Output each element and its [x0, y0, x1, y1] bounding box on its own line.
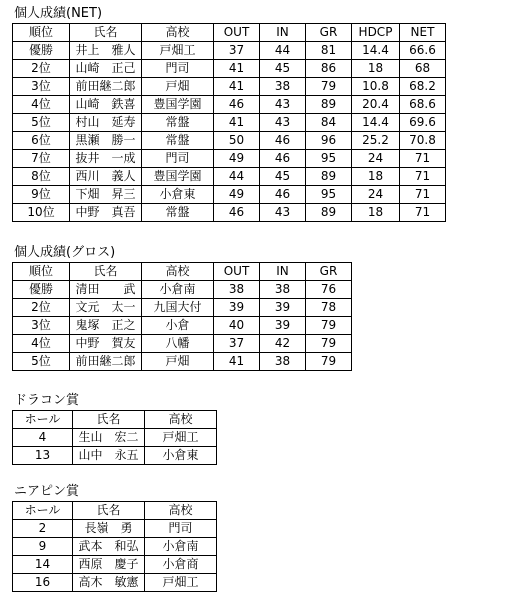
table-row	[13, 150, 446, 168]
column-header: OUT	[214, 24, 260, 42]
table-cell: 14	[13, 556, 73, 574]
table-cell: 豊国学園	[142, 168, 214, 186]
column-header: 高校	[145, 502, 217, 520]
table-cell: 井上 雅人	[70, 42, 142, 60]
table-cell: 78	[306, 299, 352, 317]
table-cell: 小倉	[142, 317, 214, 335]
table-cell: 2位	[13, 299, 70, 317]
table-cell: 89	[306, 96, 352, 114]
table-cell: 戸畑	[142, 353, 214, 371]
table-cell: 46	[214, 204, 260, 222]
nearpin-table	[12, 501, 217, 592]
table-cell: 常盤	[142, 204, 214, 222]
table-cell: 前田継二郎	[70, 78, 142, 96]
column-header: ホール	[13, 502, 73, 520]
table-cell: 5位	[13, 114, 70, 132]
table-cell: 95	[306, 186, 352, 204]
table-cell: 50	[214, 132, 260, 150]
table-cell: 鬼塚 正之	[70, 317, 142, 335]
table-cell: 16	[13, 574, 73, 592]
column-header: 氏名	[70, 263, 142, 281]
table-row	[13, 556, 217, 574]
column-header: 高校	[142, 263, 214, 281]
table-cell: 84	[306, 114, 352, 132]
table-cell: 71	[400, 204, 446, 222]
table-cell: 西原 慶子	[73, 556, 145, 574]
table-header-row	[13, 24, 446, 42]
table-cell: 40	[214, 317, 260, 335]
table-cell: 小倉商	[145, 556, 217, 574]
table-cell: 常盤	[142, 132, 214, 150]
table-row	[13, 520, 217, 538]
table-cell: 49	[214, 186, 260, 204]
table-cell: 44	[214, 168, 260, 186]
gross-section	[12, 245, 352, 371]
table-cell: 小倉南	[142, 281, 214, 299]
column-header: GR	[306, 263, 352, 281]
table-cell: 八幡	[142, 335, 214, 353]
table-cell: 10.8	[352, 78, 400, 96]
table-cell: 38	[260, 78, 306, 96]
table-cell: 46	[260, 150, 306, 168]
table-cell: 2	[13, 520, 73, 538]
column-header: 順位	[13, 263, 70, 281]
table-cell: 武本 和弘	[73, 538, 145, 556]
table-row	[13, 42, 446, 60]
table-header-row	[13, 411, 217, 429]
table-cell: 46	[260, 132, 306, 150]
table-cell: 山崎 正己	[70, 60, 142, 78]
table-cell: 清田 武	[70, 281, 142, 299]
table-row	[13, 317, 352, 335]
gross-title: 個人成績(グロス)	[14, 245, 116, 260]
table-cell: 中野 賀友	[70, 335, 142, 353]
table-cell: 81	[306, 42, 352, 60]
table-row	[13, 299, 352, 317]
table-cell: 5位	[13, 353, 70, 371]
table-row	[13, 78, 446, 96]
table-cell: 68	[400, 60, 446, 78]
table-cell: 山中 永五	[73, 447, 145, 465]
table-cell: 79	[306, 335, 352, 353]
table-cell: 優勝	[13, 42, 70, 60]
table-row	[13, 447, 217, 465]
table-header-row	[13, 263, 352, 281]
table-row	[13, 96, 446, 114]
table-row	[13, 60, 446, 78]
table-cell: 黒瀬 勝一	[70, 132, 142, 150]
column-header: 高校	[142, 24, 214, 42]
table-cell: 43	[260, 114, 306, 132]
table-cell: 44	[260, 42, 306, 60]
table-row	[13, 574, 217, 592]
table-cell: 37	[214, 42, 260, 60]
table-cell: 戸畑工	[145, 574, 217, 592]
net-results-table	[12, 23, 446, 222]
table-cell: 小倉東	[145, 447, 217, 465]
table-cell: 生山 宏二	[73, 429, 145, 447]
table-cell: 43	[260, 204, 306, 222]
table-cell: 18	[352, 60, 400, 78]
table-cell: 45	[260, 60, 306, 78]
table-cell: 43	[260, 96, 306, 114]
table-cell: 戸畑工	[142, 42, 214, 60]
table-cell: 68.6	[400, 96, 446, 114]
table-cell: 46	[214, 96, 260, 114]
dracon-title: ドラコン賞	[14, 393, 80, 408]
table-cell: 九国大付	[142, 299, 214, 317]
table-cell: 46	[260, 186, 306, 204]
table-cell: 14.4	[352, 114, 400, 132]
table-cell: 38	[260, 353, 306, 371]
table-cell: 文元 太一	[70, 299, 142, 317]
column-header: 氏名	[73, 502, 145, 520]
table-cell: 18	[352, 204, 400, 222]
table-cell: 24	[352, 150, 400, 168]
table-cell: 41	[214, 353, 260, 371]
table-cell: 門司	[145, 520, 217, 538]
dracon-table	[12, 410, 217, 465]
table-cell: 10位	[13, 204, 70, 222]
table-cell: 79	[306, 317, 352, 335]
table-cell: 49	[214, 150, 260, 168]
table-cell: 前田継二郎	[70, 353, 142, 371]
table-cell: 3位	[13, 78, 70, 96]
table-cell: 66.6	[400, 42, 446, 60]
table-cell: 3位	[13, 317, 70, 335]
column-header: IN	[260, 263, 306, 281]
table-cell: 38	[260, 281, 306, 299]
gross-results-table	[12, 262, 352, 371]
table-cell: 37	[214, 335, 260, 353]
table-cell: 89	[306, 168, 352, 186]
table-cell: 39	[214, 299, 260, 317]
nearpin-title: ニアピン賞	[14, 484, 80, 499]
table-cell: 79	[306, 78, 352, 96]
table-cell: 70.8	[400, 132, 446, 150]
table-cell: 42	[260, 335, 306, 353]
table-cell: 抜井 一成	[70, 150, 142, 168]
table-cell: 長嶺 勇	[73, 520, 145, 538]
table-cell: 豊国学園	[142, 96, 214, 114]
table-cell: 38	[214, 281, 260, 299]
table-row	[13, 335, 352, 353]
table-cell: 9位	[13, 186, 70, 204]
table-cell: 9	[13, 538, 73, 556]
table-row	[13, 538, 217, 556]
table-cell: 門司	[142, 150, 214, 168]
table-cell: 68.2	[400, 78, 446, 96]
column-header: GR	[306, 24, 352, 42]
table-cell: 高木 敏憲	[73, 574, 145, 592]
net-section	[12, 6, 446, 222]
table-cell: 86	[306, 60, 352, 78]
table-cell: 戸畑工	[145, 429, 217, 447]
column-header: 順位	[13, 24, 70, 42]
table-cell: 69.6	[400, 114, 446, 132]
column-header: ホール	[13, 411, 73, 429]
table-row	[13, 281, 352, 299]
table-cell: 優勝	[13, 281, 70, 299]
table-cell: 常盤	[142, 114, 214, 132]
table-cell: 西川 義人	[70, 168, 142, 186]
table-cell: 18	[352, 168, 400, 186]
table-row	[13, 429, 217, 447]
table-cell: 4位	[13, 335, 70, 353]
table-cell: 41	[214, 78, 260, 96]
table-cell: 89	[306, 204, 352, 222]
column-header: 氏名	[73, 411, 145, 429]
table-cell: 6位	[13, 132, 70, 150]
net-title: 個人成績(NET)	[14, 6, 103, 21]
table-row	[13, 186, 446, 204]
table-cell: 24	[352, 186, 400, 204]
table-row	[13, 168, 446, 186]
column-header: 高校	[145, 411, 217, 429]
table-cell: 95	[306, 150, 352, 168]
dracon-section	[12, 393, 217, 465]
table-cell: 25.2	[352, 132, 400, 150]
table-cell: 13	[13, 447, 73, 465]
table-cell: 39	[260, 299, 306, 317]
table-cell: 山崎 鉄喜	[70, 96, 142, 114]
table-cell: 村山 延寿	[70, 114, 142, 132]
table-cell: 4位	[13, 96, 70, 114]
table-row	[13, 132, 446, 150]
table-cell: 2位	[13, 60, 70, 78]
table-cell: 41	[214, 114, 260, 132]
table-cell: 41	[214, 60, 260, 78]
column-header: OUT	[214, 263, 260, 281]
column-header: IN	[260, 24, 306, 42]
table-cell: 76	[306, 281, 352, 299]
table-row	[13, 353, 352, 371]
table-cell: 71	[400, 168, 446, 186]
table-cell: 小倉南	[145, 538, 217, 556]
table-cell: 96	[306, 132, 352, 150]
table-cell: 小倉東	[142, 186, 214, 204]
table-cell: 39	[260, 317, 306, 335]
table-cell: 8位	[13, 168, 70, 186]
table-row	[13, 114, 446, 132]
table-cell: 中野 真吾	[70, 204, 142, 222]
table-cell: 14.4	[352, 42, 400, 60]
table-cell: 門司	[142, 60, 214, 78]
nearpin-section	[12, 484, 217, 592]
column-header: 氏名	[70, 24, 142, 42]
table-cell: 20.4	[352, 96, 400, 114]
table-cell: 4	[13, 429, 73, 447]
column-header: HDCP	[352, 24, 400, 42]
table-cell: 戸畑	[142, 78, 214, 96]
table-header-row	[13, 502, 217, 520]
table-cell: 79	[306, 353, 352, 371]
table-cell: 71	[400, 186, 446, 204]
table-cell: 45	[260, 168, 306, 186]
table-cell: 7位	[13, 150, 70, 168]
column-header: NET	[400, 24, 446, 42]
table-cell: 71	[400, 150, 446, 168]
table-cell: 下畑 昇三	[70, 186, 142, 204]
table-row	[13, 204, 446, 222]
